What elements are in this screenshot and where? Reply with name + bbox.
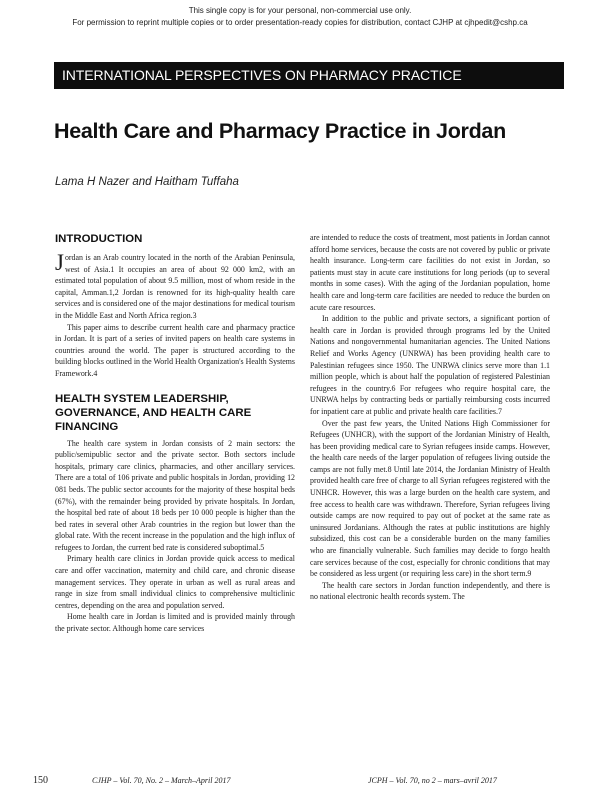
article-authors: Lama H Nazer and Haitham Tuffaha: [55, 176, 239, 188]
article-title: Health Care and Pharmacy Practice in Jordan: [54, 119, 506, 143]
leadership-paragraph-2: Primary health care clinics in Jordan provide quick access to medical care and offer vaccination, maternity and child care, and chronic disease management services. They operate in urban as well as rural areas and range in size from small individual clinics to comprehensive multiclinic centres, depending on the area and population served.: [55, 554, 295, 610]
intro-paragraph-1: Jordan is an Arab country located in the north of the Arabian Peninsula, west of Asia.1 It occupies an area of about 92 000 km2, with an estimated total population of about 9.5 million, most of whom reside in the capital, Amman.1,2 Jordan is renowned for its high-quality health care services and is considered one of the major destinations for medical tourism in the Middle East and North Africa region.3: [55, 250, 295, 320]
leadership-heading-line-2: GOVERNANCE, AND HEALTH CARE: [55, 406, 252, 419]
right-paragraph-4: The health care sectors in Jordan function independently, and there is no national electronic health records system. The: [310, 580, 550, 602]
copyright-notice-line-1: This single copy is for your personal, non-commercial use only.: [188, 6, 412, 15]
introduction-heading: INTRODUCTION: [55, 233, 143, 245]
copyright-notice-line-2: For permission to reprint multiple copies or to order presentation-ready copies for distribution, contact CJHP at cjhpedit@cshp.ca: [72, 18, 528, 27]
leadership-paragraph-1: The health care system in Jordan consists of 2 main sectors: the public/semipublic sector and the private sector. Both sectors include hospitals, primary care clinics, pharmacies, and other ancillary services. There are a total of 106 private and public hospitals in Jordan, providing 12 081 beds. The public sector accounts for the majority of these hospital beds (67%), with the remainder being provided by private hospitals. In Jordan, the hospital bed rate of about 18 beds per 10 000 people is higher than the bed rates in several other Arab countries in the region but lower than the global rate. With the recent increase in the population and the high influx of refugees to Jordan, the current bed rate is considered suboptimal.5: [55, 438, 295, 552]
leadership-heading: [55, 392, 295, 434]
right-paragraph-2: In addition to the public and private sectors, a significant portion of health care in Jordan is provided through programs led by the United Nations and nongovernmental humanitarian agencies. The United Nations Relief and Works Agency (UNRWA) has been providing health care to Palestinian refugees since 1950. The UNRWA clinics serve more than 1.1 million people, which is about half the population of registered Palestinian refugees in the country.6 For refugees who require hospital care, the UNRWA helps by contracting beds or partially reimbursing costs incurred for inpatient care at public and private health care facilities.7: [310, 314, 550, 416]
page-number: 150: [33, 775, 48, 786]
right-paragraph-1: are intended to reduce the costs of treatment, most patients in Jordan cannot afford home services, because the costs are not covered by public or private health insurance. Long-term care facilities do not exist in Jordan, so patients must stay in acute care institutions for long periods (up to several months in some cases). With the aging of the Jordanian population, home health care and long-term care facilities are needed to reduce the burden on acute care resources.: [310, 233, 550, 312]
intro-paragraph-2: This paper aims to describe current health care and pharmacy practice in Jordan. It is part of a series of invited papers on health care systems in countries around the world. The paper is structured according to the building blocks outlined in the World Health Organization's Health Systems Framework.4: [55, 322, 295, 378]
leadership-heading-line-1: HEALTH SYSTEM LEADERSHIP,: [55, 392, 229, 405]
footer-journal-english: CJHP – Vol. 70, No. 2 – March–April 2017: [92, 776, 231, 785]
left-column: [55, 232, 295, 635]
leadership-paragraph-3: Home health care in Jordan is limited and is provided mainly through the private sector. Although home care services: [55, 612, 295, 634]
leadership-heading-line-3: FINANCING: [55, 420, 119, 433]
right-column: [310, 232, 550, 603]
right-paragraph-3: Over the past few years, the United Nations High Commissioner for Refugees (UNHCR), with the support of the Jordanian Ministry of Health, has been providing medical care to Syrian refugees inside camps. However, the health care needs of the larger population of refugees living outside the camps are not fully met.8 Until late 2014, the Jordanian Ministry of Health provided health care free of charge to all Syrian refugees registered with the UNHCR. However, this was a large burden on the health care system, and free access to health care was withdrawn. Therefore, Syrian refugees living outside camps are now required to pay out of pocket at the same rate as uninsured Jordanians. Although the rates at public institutions are highly subsidized, this cost can be a considerable burden on the many families who are financially vulnerable. Such families may decide to forgo health care services because of the cost, especially for chronic conditions that may be considered as less urgent (or requiring less care) in the short term.9: [310, 418, 550, 579]
footer-journal-french: JCPH – Vol. 70, no 2 – mars–avril 2017: [368, 776, 497, 785]
section-banner: INTERNATIONAL PERSPECTIVES ON PHARMACY PRACTICE: [54, 62, 564, 89]
